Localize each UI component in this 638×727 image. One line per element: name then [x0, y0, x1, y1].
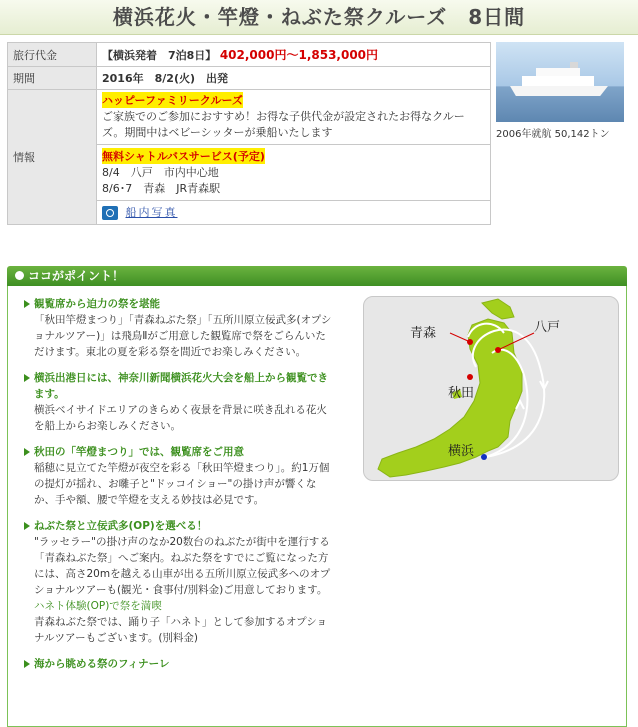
period-label: 期間	[8, 67, 97, 90]
hachinohe-label: 八戸	[534, 320, 561, 335]
family-badge: ハッピーファミリークルーズ	[102, 94, 243, 107]
point-subtext: 青森ねぶた祭では、踊り子「ハネト」として参加するオプショナルツアーもございます。(別料金)	[34, 616, 328, 644]
point-item	[22, 518, 334, 646]
akita-marker	[467, 374, 473, 380]
points-panel	[7, 286, 627, 727]
point-text: "ラッセラー"の掛け声のなか20数台のねぶたが街中を運行する「青森ねぶた祭」へご案内。ねぶた祭をすでにご覧になった方には、高さ20mを越える山車が出る五所川原立佞武多へのオプショナルツアーも(観光・食事付/別料金)ご用意しております。	[34, 536, 331, 596]
camera-icon[interactable]	[102, 206, 118, 220]
point-item	[22, 296, 334, 360]
points-list	[22, 296, 334, 682]
point-item	[22, 444, 334, 508]
point-item	[22, 656, 334, 672]
aomori-label: 青森	[410, 326, 437, 341]
yokohama-label: 横浜	[448, 444, 475, 459]
point-title: 横浜出港日には、神奈川新聞横浜花火大会を船上から観覧できます。	[22, 370, 334, 402]
family-text: ご家族でのご参加におすすめ！お得な子供代金が設定されたお得なクルーズ。期間中はベビーシッターが乗船いたします	[102, 110, 465, 139]
route-map-svg	[364, 297, 618, 480]
tour-info-table	[7, 42, 491, 225]
shuttle-line-2: 8/6･7 青森 JR青森駅	[102, 182, 221, 195]
point-text: 稲穂に見立てた竿燈が夜空を彩る「秋田竿燈まつり」。約1万個の提灯が揺れ、お囃子と"ドッコイショー"の掛け声が響くなか、手や額、腰で竿燈を支える妙技は必見です。	[34, 462, 330, 506]
photo-block	[97, 200, 490, 222]
point-title: ねぶた祭と立佞武多(OP)を選べる！	[22, 518, 334, 534]
akita-label: 秋田	[448, 386, 475, 401]
hachinohe-marker	[495, 347, 501, 353]
shuttle-badge: 無料シャトルバスサービス(予定)	[102, 150, 265, 163]
point-text: 横浜ベイサイドエリアのきらめく夜景を背景に咲き乱れる花火を船上からお楽しみください。	[34, 404, 327, 432]
point-title: 海から眺める祭のフィナーレ	[22, 656, 334, 672]
info-label: 情報	[8, 90, 97, 225]
ship-caption: 2006年就航 50,142トン	[496, 129, 610, 140]
ship-photo	[496, 42, 624, 122]
price-cell	[97, 43, 491, 67]
shuttle-block	[97, 144, 490, 198]
yokohama-marker	[481, 454, 487, 460]
point-item	[22, 370, 334, 434]
route-map	[363, 296, 619, 481]
price-value: 402,000円～1,853,000円	[219, 48, 379, 62]
price-prefix: 【横浜発着 7泊8日】	[102, 49, 217, 62]
bullet-circle-icon	[15, 271, 24, 280]
aomori-leader	[450, 333, 468, 341]
aomori-marker	[467, 339, 473, 345]
points-header-label: ココがポイント！	[28, 269, 125, 283]
point-subtitle: ハネト体験(OP)で祭を満喫	[34, 600, 162, 612]
title-bar	[0, 0, 638, 35]
family-cruise-block	[97, 92, 490, 142]
point-title: 観覧席から迫力の祭を堪能	[22, 296, 334, 312]
point-title: 秋田の「竿燈まつり」では、観覧席をご用意	[22, 444, 334, 460]
price-label: 旅行代金	[8, 43, 97, 67]
ship-photo-link[interactable]: 船内写真	[125, 206, 178, 219]
shuttle-line-1: 8/4 八戸 市内中心地	[102, 166, 219, 179]
points-header	[7, 266, 627, 286]
page-title: 横浜花火・竿燈・ねぶた祭クルーズ 8日間	[112, 5, 526, 29]
info-cell	[97, 90, 491, 225]
period-value: 2016年 8/2(火) 出発	[97, 67, 491, 90]
point-text: 「秋田竿燈まつり」「青森ねぶた祭」「五所川原立佞武多(オプショナルツアー)」は飛鳥Ⅱがご用意した観覧席で祭をごらんいただけます。東北の夏を彩る祭を間近でお楽しみください。	[34, 314, 332, 358]
hokkaido-land	[482, 299, 514, 319]
